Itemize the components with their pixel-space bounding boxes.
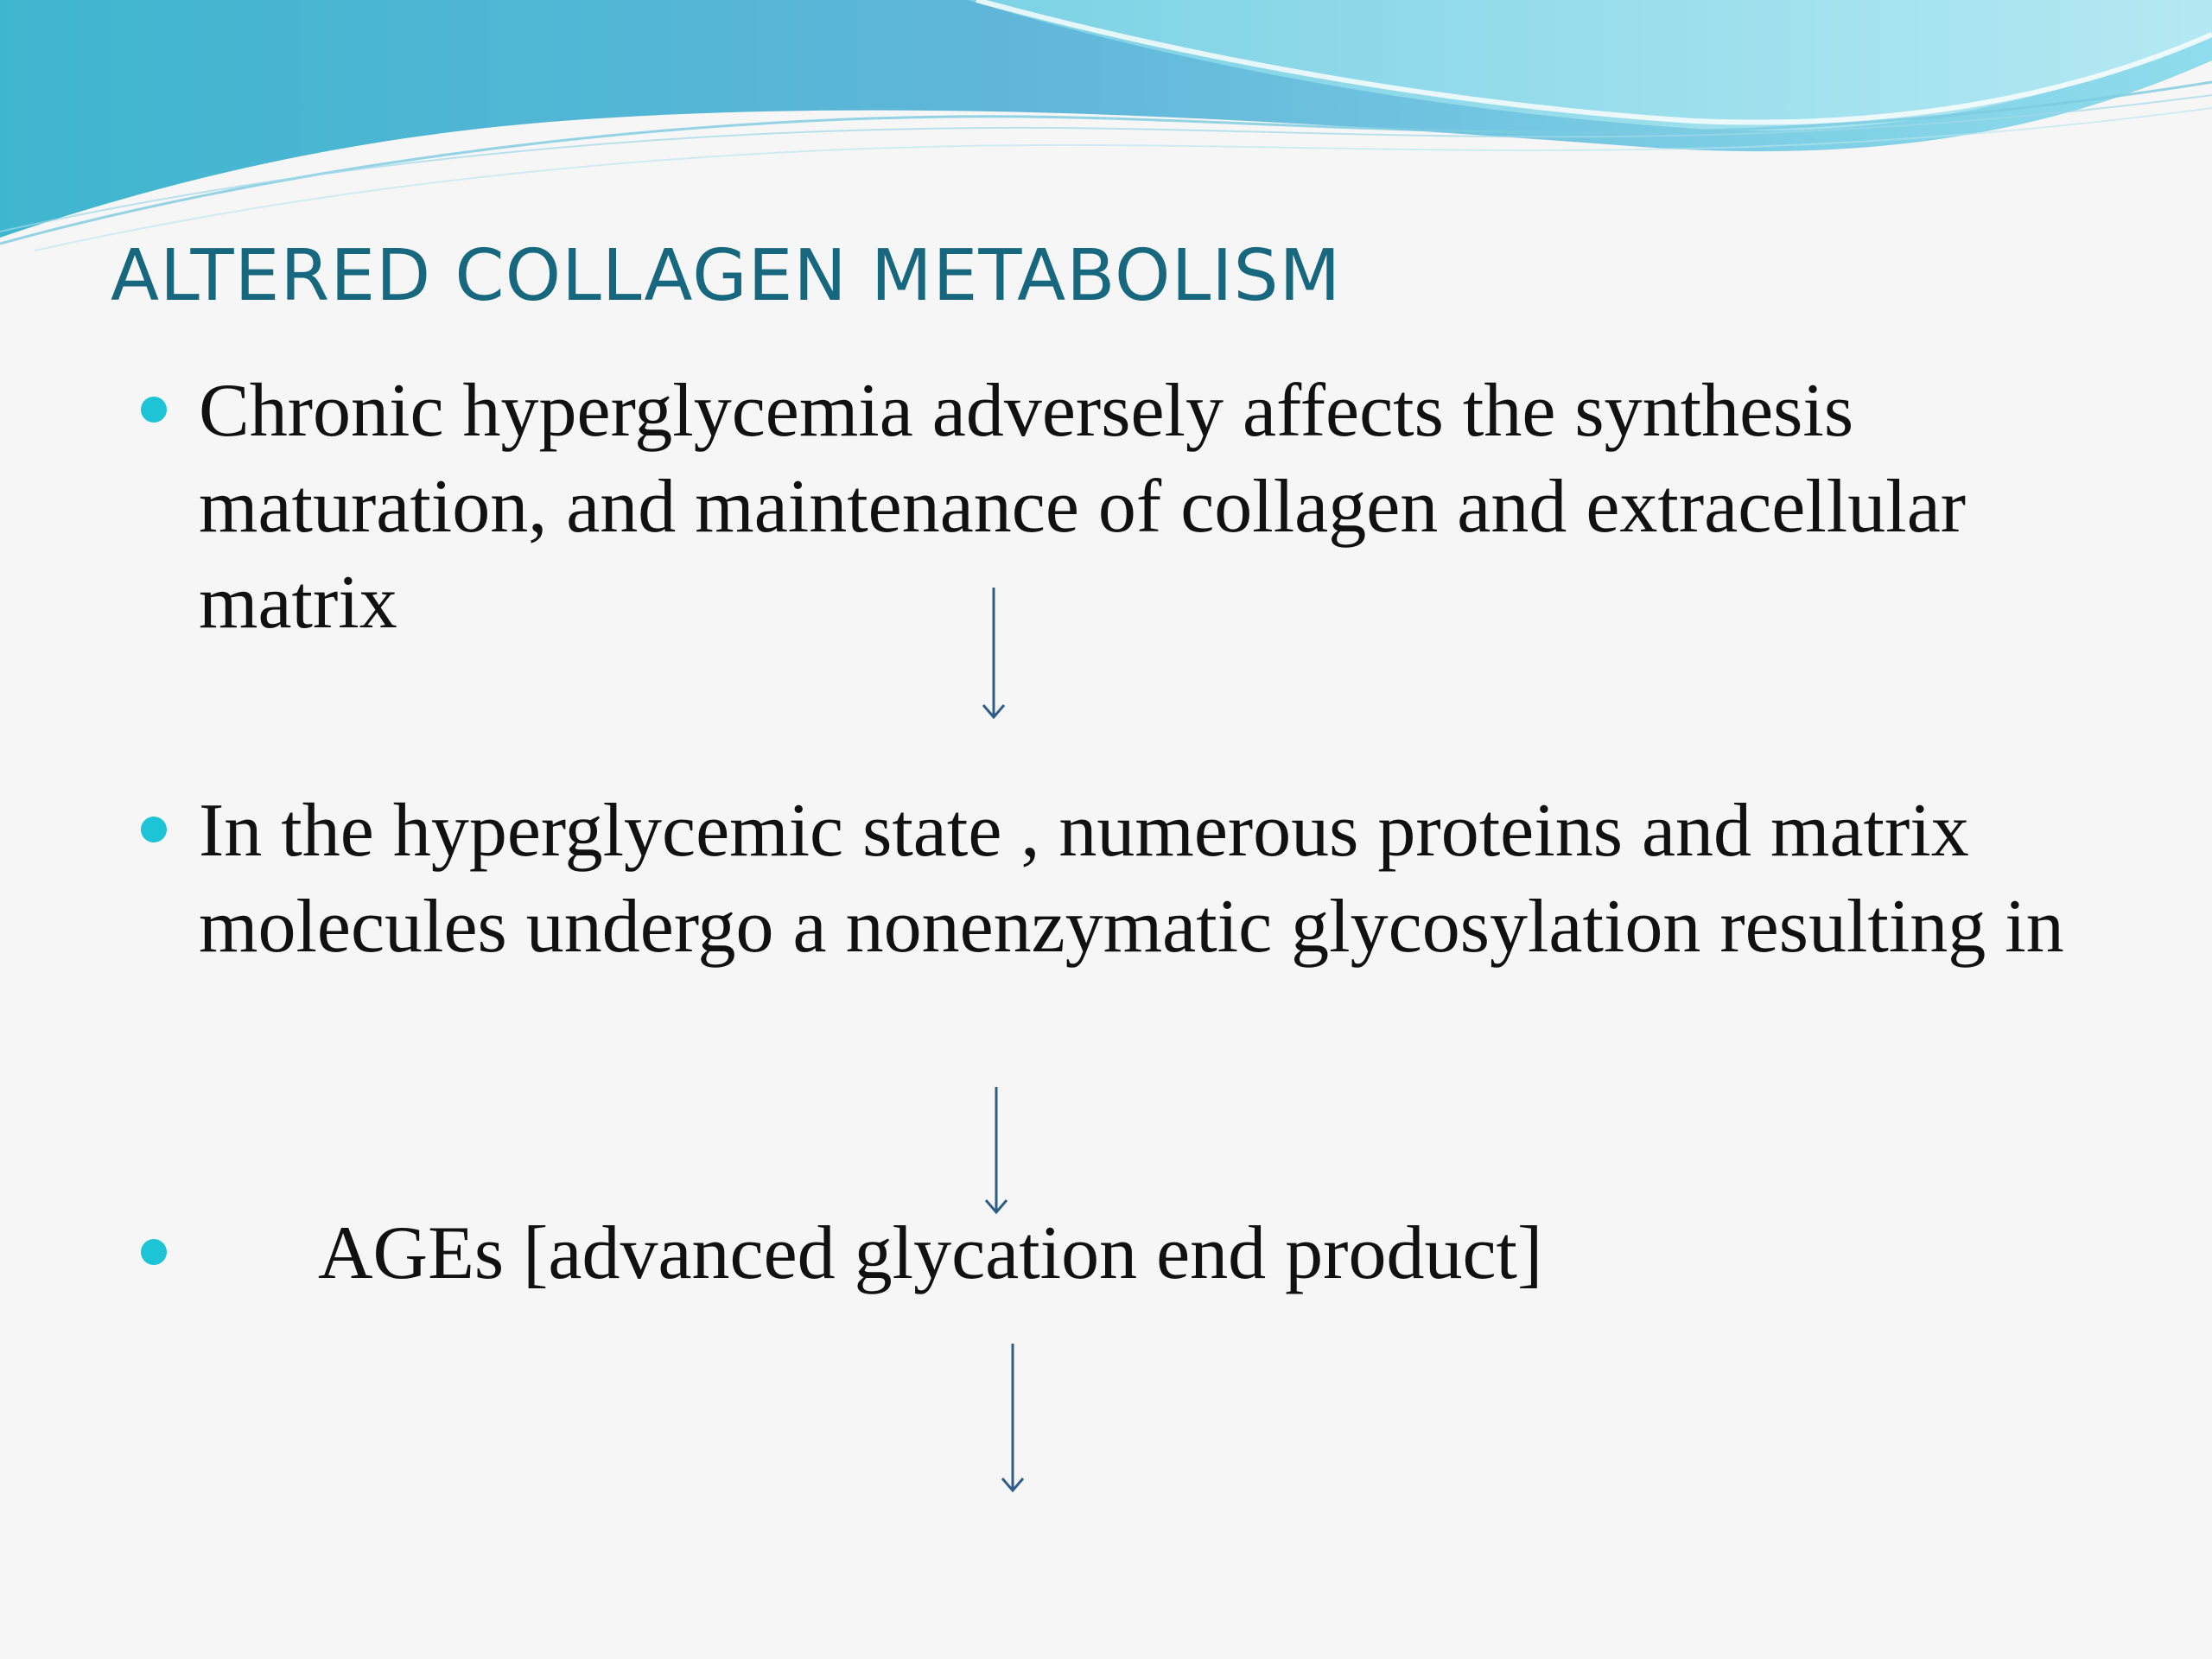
bullet-3-dot xyxy=(141,1239,167,1265)
bullet-2-text: In the hyperglycemic state , numerous proteins and matrix molecules undergo a nonenzymatic glycosylation resulting in xyxy=(199,789,2064,969)
bullet-2-dot xyxy=(141,817,167,842)
bullet-1-text: Chronic hyperglycemia adversely affects the synthesis maturation, and maintenance of collagen and extracellular matrix xyxy=(199,369,1967,645)
down-arrow-icon xyxy=(995,1344,1030,1495)
down-arrow-icon xyxy=(976,588,1011,721)
bullet-1-dot xyxy=(141,397,167,423)
slide-title: ALTERED COLLAGEN METABOLISM xyxy=(111,235,1342,317)
down-arrow-icon xyxy=(979,1087,1014,1217)
bullet-3-text: AGEs [advanced glycation end product] xyxy=(318,1211,1543,1295)
header-wave-decoration xyxy=(0,0,2212,259)
